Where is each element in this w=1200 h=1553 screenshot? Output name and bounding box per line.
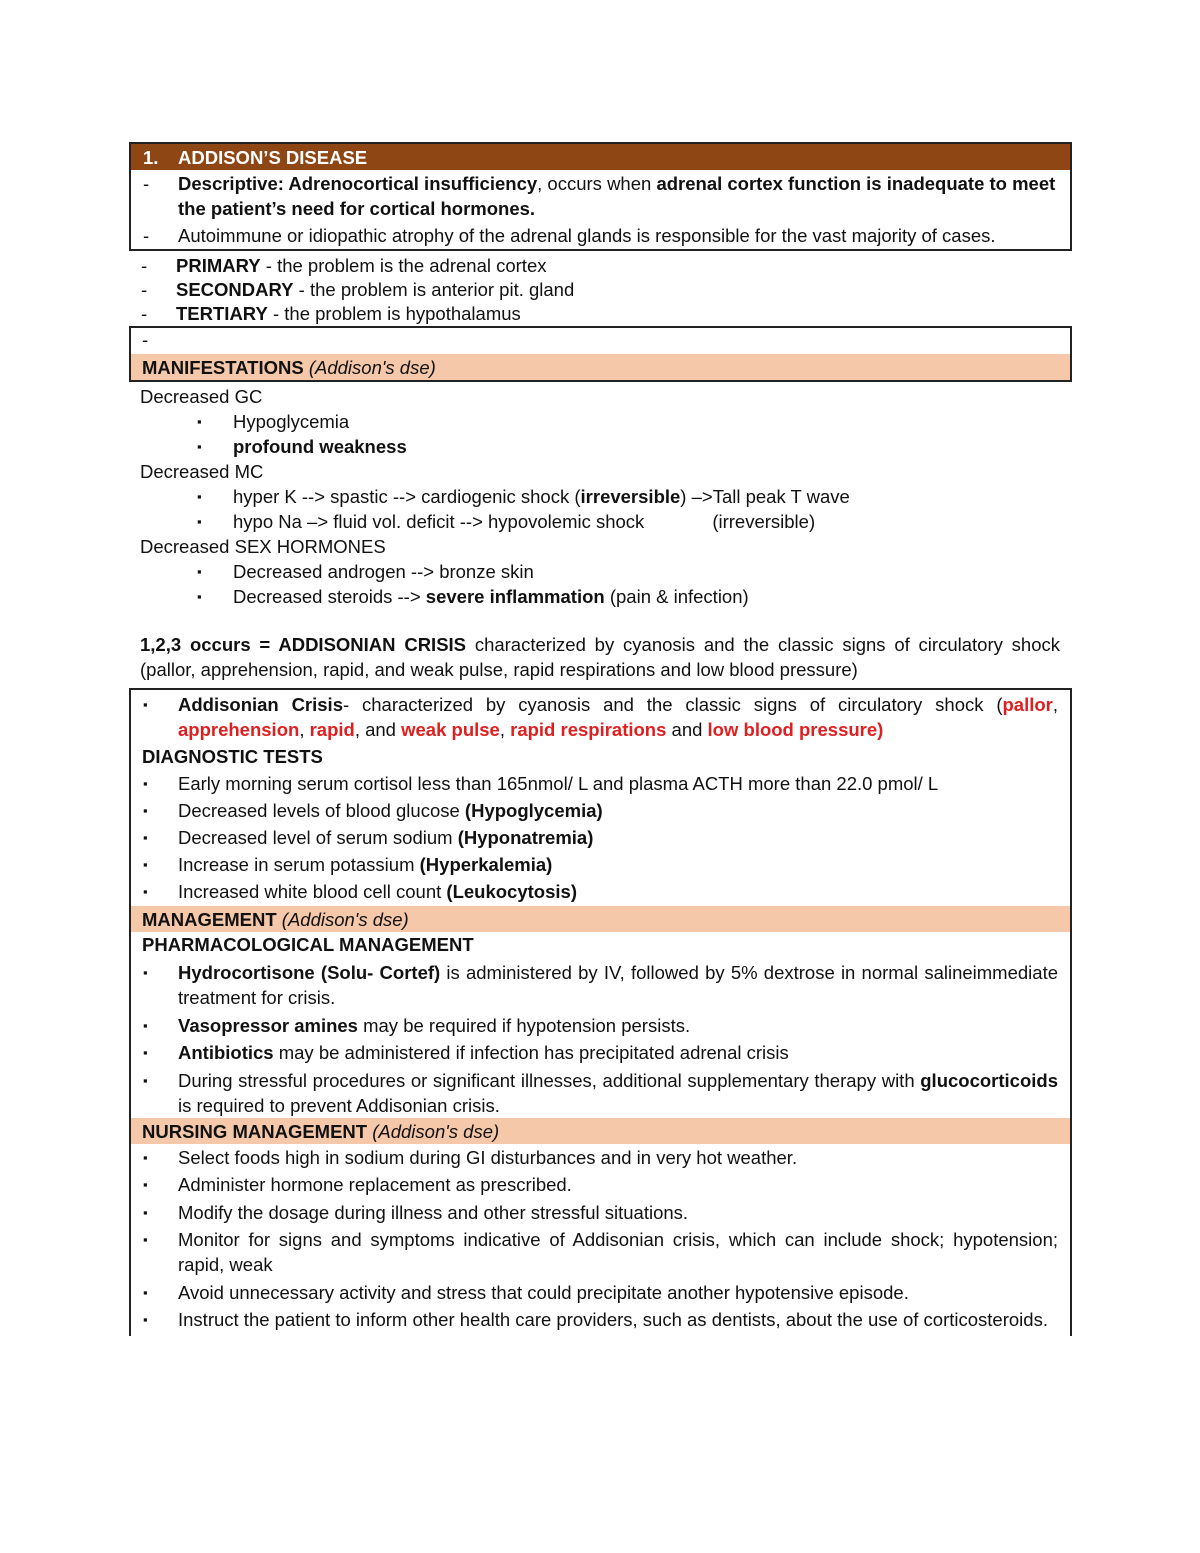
main-box <box>129 688 1072 1336</box>
crisis-label: Addisonian Crisis <box>178 694 343 715</box>
item-text: Instruct the patient to inform other health care providers, such as dentists, about the use of corticosteroids. <box>178 1309 1048 1330</box>
red-term: rapid <box>309 719 355 740</box>
pharm-item <box>131 960 1070 1010</box>
intro-item-descriptive <box>131 171 1070 221</box>
management-title: MANAGEMENT <box>142 909 277 930</box>
pharmacological-title: PHARMACOLOGICAL MANAGEMENT <box>142 934 474 955</box>
crisis-item <box>131 692 1070 742</box>
item-text: hyper K --> spastic --> cardiogenic shock ( <box>233 486 581 507</box>
pharm-item <box>131 1068 1070 1118</box>
item-text: hypo Na –> fluid vol. deficit --> hypovolemic shock <box>233 511 645 532</box>
empty-dash-row: - <box>142 329 149 350</box>
item-text: ) –>Tall peak T wave <box>680 486 850 507</box>
decreased-gc: Decreased GC <box>140 386 263 407</box>
square-bullet: ▪ <box>143 830 148 845</box>
crisis-text: characterized by cyanosis and the classic signs of circulatory shock (pallor, apprehension, rapid, and weak pulse, rapid respirations and low blood pressure) <box>140 634 1060 680</box>
item-bold: (Leukocytosis) <box>446 881 577 902</box>
manifestations-subtitle: (Addison's dse) <box>303 357 436 378</box>
item-bold: glucocorticoids <box>920 1070 1058 1091</box>
nursing-title: NURSING MANAGEMENT <box>142 1121 368 1142</box>
item-text: Modify the dosage during illness and other stressful situations. <box>178 1202 689 1223</box>
square-bullet: ▪ <box>143 965 148 980</box>
descriptive-bold-2: adrenal cortex function is inadequate to meet the patient’s need for cortical hormones. <box>178 173 1056 219</box>
nursing-item <box>131 1172 1070 1197</box>
diagnostic-title: DIAGNOSTIC TESTS <box>142 746 323 767</box>
square-bullet: ▪ <box>143 857 148 872</box>
sex-item-androgen <box>129 559 1072 584</box>
item-text: (pain & infection) <box>604 586 749 607</box>
square-bullet: ▪ <box>143 803 148 818</box>
gc-item-hypoglycemia <box>129 409 1072 434</box>
nursing-item <box>131 1145 1070 1170</box>
square-bullet: ▪ <box>143 1312 148 1327</box>
crisis-bold: 1,2,3 occurs = ADDISONIAN CRISIS <box>140 634 467 655</box>
square-bullet: ▪ <box>197 414 202 429</box>
type-text: - the problem is anterior pit. gland <box>293 279 575 300</box>
item-text: may be required if hypotension persists. <box>357 1015 691 1036</box>
dash-marker: - <box>141 303 148 324</box>
sep: , and <box>354 719 402 740</box>
page-title <box>131 144 1070 170</box>
item-bold: (Hyponatremia) <box>457 827 594 848</box>
title-text: ADDISON’S DISEASE <box>178 147 368 168</box>
type-label: TERTIARY <box>176 303 268 324</box>
item-text: Decreased levels of blood glucose <box>178 800 465 821</box>
manifestations-box <box>129 326 1072 382</box>
type-text: - the problem is the adrenal cortex <box>260 255 547 276</box>
item-bold: Antibiotics <box>178 1042 274 1063</box>
diagnostic-item <box>131 825 1070 852</box>
type-label: PRIMARY <box>176 255 261 276</box>
type-secondary <box>129 278 1072 302</box>
item-text: During stressful procedures or significant illnesses, additional supplementary therapy with <box>178 1070 921 1091</box>
diagnostic-item <box>131 798 1070 825</box>
manifestations-title: MANIFESTATIONS <box>142 357 304 378</box>
square-bullet: ▪ <box>197 514 202 529</box>
item-text: Increase in serum potassium <box>178 854 420 875</box>
diagnostic-item <box>131 852 1070 879</box>
sep: , <box>499 719 511 740</box>
red-term: rapid respirations <box>510 719 667 740</box>
square-bullet: ▪ <box>143 776 148 791</box>
item-bold: (Hyperkalemia) <box>419 854 553 875</box>
crisis-text: - characterized by cyanosis and the classic signs of circulatory shock ( <box>342 694 1003 715</box>
item-text: Select foods high in sodium during GI disturbances and in very hot weather. <box>178 1147 798 1168</box>
item-text: (irreversible) <box>712 511 816 532</box>
item-text: is administered by IV, followed by 5% dextrose in normal salineimmediate treatment for crisis. <box>178 962 1058 1008</box>
dash-marker: - <box>141 255 148 276</box>
square-bullet: ▪ <box>197 489 202 504</box>
pharm-item <box>131 1040 1070 1065</box>
red-term: pallor <box>1002 694 1053 715</box>
crisis-paragraph <box>129 632 1072 682</box>
type-primary <box>129 254 1072 278</box>
dash-marker: - <box>141 279 148 300</box>
square-bullet: ▪ <box>143 1205 148 1220</box>
square-bullet: ▪ <box>143 1018 148 1033</box>
square-bullet: ▪ <box>143 1285 148 1300</box>
type-label: SECONDARY <box>176 279 294 300</box>
sep: and <box>666 719 708 740</box>
square-bullet: ▪ <box>197 589 202 604</box>
item-text: Avoid unnecessary activity and stress that could precipitate another hypotensive episode. <box>178 1282 909 1303</box>
item-bold: irreversible <box>580 486 681 507</box>
item-text: Increased white blood cell count <box>178 881 447 902</box>
dash-marker: - <box>143 173 150 194</box>
diagnostic-list <box>131 771 1070 906</box>
square-bullet: ▪ <box>143 1073 148 1088</box>
document-page <box>129 142 1072 1336</box>
sep: , <box>1052 694 1058 715</box>
type-tertiary <box>129 302 1072 326</box>
nursing-subtitle: (Addison's dse) <box>367 1121 500 1142</box>
title-number: 1. <box>143 147 159 168</box>
sep: , <box>299 719 310 740</box>
types-list <box>129 254 1072 326</box>
mc-item-hyperk <box>129 484 1072 509</box>
descriptive-text: , occurs when <box>537 173 657 194</box>
item-bold: severe inflammation <box>425 586 605 607</box>
nursing-item <box>131 1227 1070 1277</box>
nursing-item <box>131 1280 1070 1305</box>
item-text: Early morning serum cortisol less than 165nmol/ L and plasma ACTH more than 22.0 pmol/ L <box>178 773 939 794</box>
manifestations-header <box>131 354 1070 380</box>
management-subtitle: (Addison's dse) <box>276 909 409 930</box>
diagnostic-item <box>131 879 1070 906</box>
square-bullet: ▪ <box>197 564 202 579</box>
item-text: profound weakness <box>233 436 407 457</box>
item-text: Decreased level of serum sodium <box>178 827 458 848</box>
item-bold: Vasopressor amines <box>178 1015 358 1036</box>
manifestations-list <box>129 384 1072 609</box>
square-bullet: ▪ <box>197 439 202 454</box>
gc-item-weakness <box>129 434 1072 459</box>
nursing-header <box>131 1118 1070 1144</box>
sex-item-steroids <box>129 584 1072 609</box>
intro-box <box>129 142 1072 251</box>
item-text: may be administered if infection has precipitated adrenal crisis <box>273 1042 789 1063</box>
item-bold: (Hypoglycemia) <box>464 800 603 821</box>
diagnostic-item <box>131 771 1070 798</box>
square-bullet: ▪ <box>143 697 148 712</box>
decreased-mc: Decreased MC <box>140 461 264 482</box>
red-term: apprehension <box>178 719 300 740</box>
square-bullet: ▪ <box>143 884 148 899</box>
intro-item-autoimmune <box>131 223 1070 249</box>
item-text: is required to prevent Addisonian crisis. <box>178 1095 500 1116</box>
autoimmune-text: Autoimmune or idiopathic atrophy of the adrenal glands is responsible for the vast majority of cases. <box>178 225 996 246</box>
mc-item-hypona <box>129 509 1072 534</box>
red-term: low blood pressure) <box>707 719 884 740</box>
descriptive-bold: Descriptive: Adrenocortical insufficiency <box>178 173 538 194</box>
item-text: Monitor for signs and symptoms indicative of Addisonian crisis, which can include shock; hypotension; rapid, weak <box>178 1229 1058 1275</box>
square-bullet: ▪ <box>143 1177 148 1192</box>
dash-marker: - <box>143 225 150 246</box>
square-bullet: ▪ <box>143 1045 148 1060</box>
nursing-item <box>131 1200 1070 1225</box>
item-text: Decreased androgen --> bronze skin <box>233 561 534 582</box>
item-text: Decreased steroids --> <box>233 586 426 607</box>
nursing-item <box>131 1307 1070 1336</box>
management-header <box>131 906 1070 932</box>
type-text: - the problem is hypothalamus <box>267 303 521 324</box>
square-bullet: ▪ <box>143 1232 148 1247</box>
decreased-sex-hormones: Decreased SEX HORMONES <box>140 536 386 557</box>
item-text: Administer hormone replacement as prescribed. <box>178 1174 572 1195</box>
item-bold: Hydrocortisone (Solu- Cortef) <box>178 962 441 983</box>
item-text: Hypoglycemia <box>233 411 350 432</box>
pharm-item <box>131 1013 1070 1038</box>
square-bullet: ▪ <box>143 1150 148 1165</box>
red-term: weak pulse <box>401 719 500 740</box>
